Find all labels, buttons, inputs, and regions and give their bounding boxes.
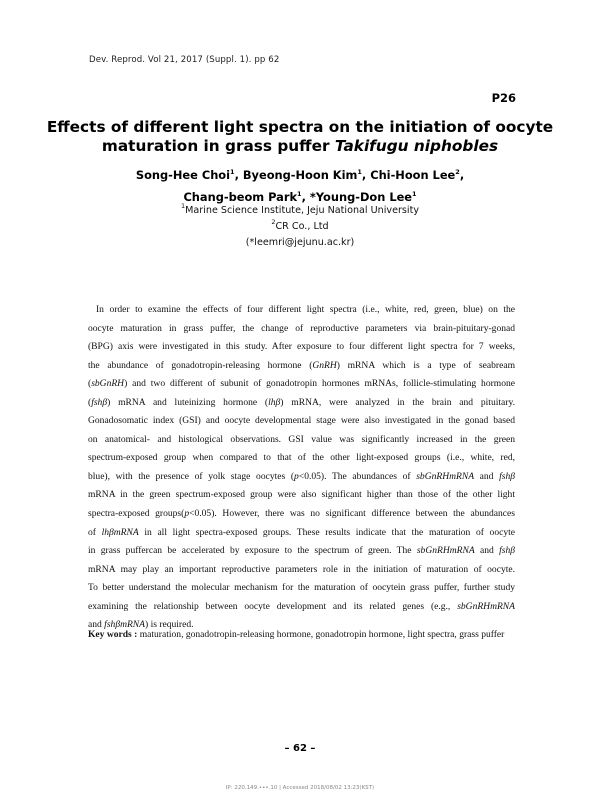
abstract-line: (sbGnRH) and two different of subunit of gonadotropin hormones mRNAs, follicle-stimulating hormone	[88, 378, 515, 390]
abstract-line: mRNA in the green spectrum-exposed group were also significant higher than those of the other light	[88, 489, 515, 501]
title-line-1: Effects of different light spectra on the initiation of oocyte	[46, 118, 554, 136]
abstract-line: To better understand the molecular mechanism for the maturation of oocytein grass puffer, further study	[88, 582, 515, 594]
affiliation-1	[40, 203, 560, 219]
author-name: Byeong-Hoon Kim	[242, 168, 358, 182]
abstract-line: the abundance of gonadotropin-releasing hormone (GnRH) mRNA which is a type of seabream	[88, 359, 516, 371]
abstract-line: spectrum-exposed group when compared to that of the other light-exposed groups (i.e., white, red,	[88, 452, 515, 464]
corresponding-email: (*leemri@jejunu.ac.kr)	[245, 237, 355, 248]
poster-id: P26	[491, 91, 516, 105]
keywords-label: Key words :	[88, 629, 138, 640]
affiliation-mark: 2	[271, 218, 276, 226]
affiliations	[40, 203, 560, 251]
paper-title	[40, 118, 560, 156]
abstract-line: oocyte maturation in grass puffer, the change of reproductive parameters via brain-pituitary-gonad	[88, 322, 515, 334]
abstract-line: examining the relationship between oocyte development and its related genes (e.g., sbGnRHmRNA	[88, 600, 515, 612]
affiliation-mark: 1	[180, 202, 186, 210]
affiliation-text: CR Co., Ltd	[275, 221, 329, 232]
author-name: Song-Hee Choi	[135, 168, 231, 182]
title-species: Takifugu niphobles	[334, 137, 499, 155]
author-affiliation-mark: 1	[230, 168, 235, 176]
affiliation-text: Marine Science Institute, Jeju National University	[185, 205, 420, 216]
author-separator: ,	[459, 168, 465, 182]
title-line-2: maturation in grass puffer	[101, 137, 335, 155]
author-name: Chang-beom Park	[183, 190, 298, 204]
author-separator: ,	[301, 190, 310, 204]
abstract-line: on anatomical- and histological observations. GSI value was significantly increased in the green	[88, 433, 515, 445]
abstract-line: of lhβmRNA in all light spectra-exposed groups. These results indicate that the maturation of oocyte	[88, 526, 515, 538]
affiliation-2	[40, 219, 560, 235]
author-affiliation-mark: 2	[455, 168, 460, 176]
author-separator: ,	[361, 168, 371, 182]
abstract-line: mRNA may play an important reproductive parameters role in the initiation of maturation of oocyte.	[88, 563, 515, 575]
author-name: *Young-Don Lee	[309, 190, 413, 204]
abstract-line: in grass puffercan be accelerated by exposure to the spectrum of green. The sbGnRHmRNA and fshβ	[88, 545, 515, 557]
access-watermark: IP: 220.149.•••.10 | Accessed 2018/08/02 13:23(KST)	[225, 785, 375, 791]
abstract-line: In order to examine the effects of four different light spectra (i.e., white, red, green, blue) on the	[96, 304, 515, 315]
author-name: Chi-Hoon Lee	[370, 168, 456, 182]
keywords-text: maturation, gonadotropin-releasing hormone, gonadotropin hormone, light spectra, grass puffer	[139, 629, 505, 640]
author-affiliation-mark: 1	[412, 190, 417, 198]
abstract-body	[88, 301, 515, 635]
author-list	[40, 164, 560, 208]
abstract-line: spectra-exposed groups(p<0.05). However, there was no significant difference between the abundances	[88, 508, 515, 520]
abstract-line: Gonadosomatic index (GSI) and oocyte developmental stage were also investigated in the gonad based	[88, 415, 515, 427]
author-separator: ,	[234, 168, 243, 182]
abstract-line: (fshβ) mRNA and luteinizing hormone (lhβ) mRNA, were analyzed in the brain and pituitary.	[88, 396, 515, 408]
author-affiliation-mark: 1	[297, 190, 302, 198]
page-number: – 62 –	[284, 743, 316, 754]
abstract-line: and fshβmRNA) is required.	[88, 619, 194, 631]
abstract-line: (BPG) axis were investigated in this study. After exposure to four different light spectra for 7 weeks,	[88, 341, 515, 353]
keywords	[88, 626, 515, 645]
running-header: Dev. Reprod. Vol 21, 2017 (Suppl. 1). pp 62	[89, 55, 280, 65]
abstract-line: blue), with the presence of yolk stage oocytes (p<0.05). The abundances of sbGnRHmRNA and fshβ	[88, 470, 516, 482]
author-affiliation-mark: 1	[357, 168, 362, 176]
